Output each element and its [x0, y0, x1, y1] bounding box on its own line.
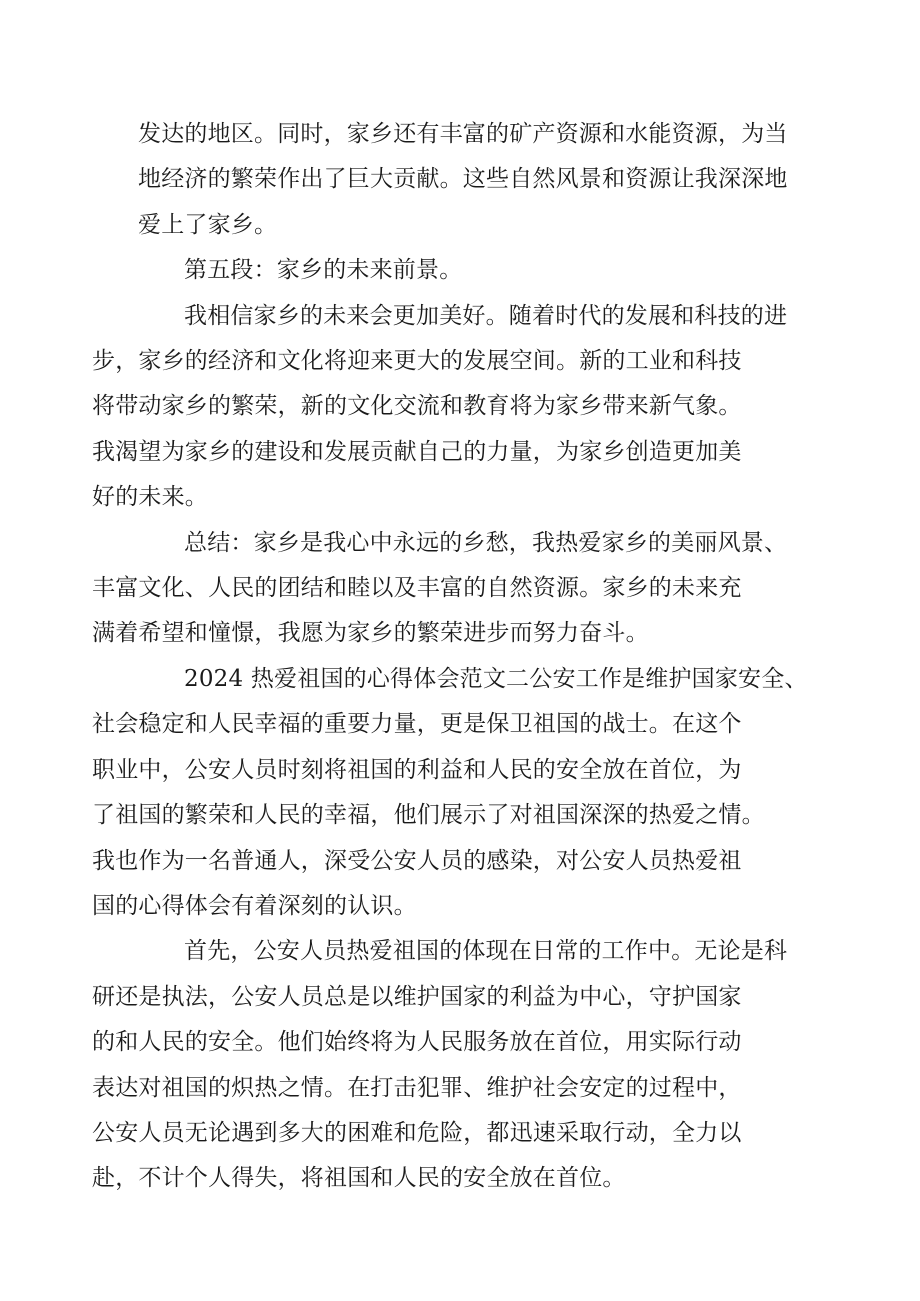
document-body — [92, 112, 808, 1202]
text-line: 2024 热爱祖国的心得体会范文二公安工作是维护国家安全、 — [184, 665, 808, 692]
paragraph-future-prospects — [92, 294, 788, 521]
text-line: 满着希望和憧憬，我愿为家乡的繁荣进步而努力奋斗。 — [92, 620, 649, 647]
text-line: 总结：家乡是我心中永远的乡愁，我热爱家乡的美丽风景、 — [184, 529, 788, 556]
text-line: 研还是执法，公安人员总是以维护国家的利益为中心，守护国家 — [92, 983, 742, 1010]
paragraph-summary — [92, 521, 788, 657]
text-line: 国的心得体会有着深刻的认识。 — [92, 892, 417, 919]
text-line: 我也作为一名普通人，深受公安人员的感染，对公安人员热爱祖 — [92, 847, 742, 874]
paragraph-essay-two-intro — [92, 657, 808, 929]
paragraph-natural-resources — [138, 112, 786, 248]
text-line: 我相信家乡的未来会更加美好。随着时代的发展和科技的进 — [184, 302, 788, 329]
text-line: 社会稳定和人民幸福的重要力量，更是保卫祖国的战士。在这个 — [92, 711, 742, 738]
text-line: 步，家乡的经济和文化将迎来更大的发展空间。新的工业和科技 — [92, 348, 742, 375]
text-line: 赴，不计个人得失，将祖国和人民的安全放在首位。 — [92, 1165, 626, 1192]
heading-line: 第五段：家乡的未来前景。 — [184, 257, 463, 284]
text-line: 地经济的繁荣作出了巨大贡献。这些自然风景和资源让我深深地 — [138, 166, 788, 193]
section-heading-fifth — [138, 248, 786, 293]
text-line: 的和人民的安全。他们始终将为人民服务放在首位，用实际行动 — [92, 1029, 742, 1056]
text-line: 我渴望为家乡的建设和发展贡献自己的力量，为家乡创造更加美 — [92, 438, 742, 465]
text-line: 了祖国的繁荣和人民的幸福，他们展示了对祖国深深的热爱之情。 — [92, 802, 765, 829]
text-line: 爱上了家乡。 — [138, 211, 278, 238]
text-line: 表达对祖国的炽热之情。在打击犯罪、维护社会安定的过程中， — [92, 1074, 742, 1101]
text-line: 好的未来。 — [92, 484, 208, 511]
text-line: 首先，公安人员热爱祖国的体现在日常的工作中。无论是科 — [184, 938, 788, 965]
paragraph-police-daily-work — [92, 929, 788, 1201]
text-line: 职业中，公安人员时刻将祖国的利益和人民的安全放在首位，为 — [92, 756, 742, 783]
text-line: 公安人员无论遇到多大的困难和危险，都迅速采取行动，全力以 — [92, 1119, 742, 1146]
text-line: 发达的地区。同时，家乡还有丰富的矿产资源和水能资源，为当 — [138, 121, 788, 147]
text-line: 丰富文化、人民的团结和睦以及丰富的自然资源。家乡的未来充 — [92, 575, 742, 602]
text-line: 将带动家乡的繁荣，新的文化交流和教育将为家乡带来新气象。 — [92, 393, 742, 420]
